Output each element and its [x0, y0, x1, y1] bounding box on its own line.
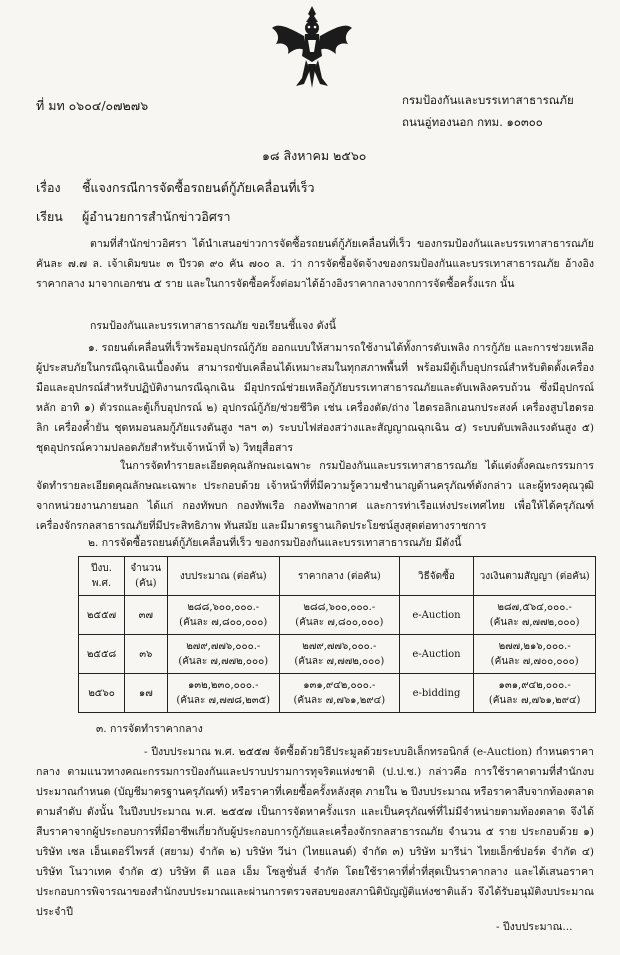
- cell-contract-value: [474, 635, 596, 674]
- median-per-unit: (คันละ ๗,๘๐๐,๐๐๐): [295, 617, 384, 628]
- table-row: [79, 635, 596, 674]
- header-median-price: ราคากลาง (ต่อคัน): [279, 557, 399, 596]
- cell-method: e-bidding: [399, 674, 474, 713]
- cell-quantity: ๓๖: [125, 635, 167, 674]
- organization-address: ถนนอู่ทองนอก กทม. ๑๐๓๐๐: [402, 115, 543, 129]
- cell-quantity: ๓๗: [125, 596, 167, 635]
- letter-date: ๑๘ สิงหาคม ๒๕๖๐: [262, 148, 367, 163]
- contract-per-unit: (คันละ ๗,๗๖๑,๒๙๔): [488, 695, 581, 706]
- garuda-emblem: [270, 4, 354, 90]
- body-paragraph-4: ในการจัดทำรายละเอียดคุณลักษณะเฉพาะ กรมป้องกันและบรรเทาสาธารณภัย ได้แต่งตั้งคณะกรรมการจัดทำรายละเอียดคุณลักษณะเฉพาะ ประกอบด้วย เจ้าหน้าที่ที่มีความรู้ความชำนาญด้านครุภัณฑ์ดังกล่าว และผู้ทรงคุณวุฒิจากหน่วยงานภายนอก ได้แก่ กองทัพบก กองทัพเรือ กองทัพอากาศ และการท่าเรือแห่งประเทศไทย เพื่อให้ได้ครุภัณฑ์เครื่องจักรกลสาธารณภัยที่มีประสิทธิภาพ ทันสมัย และมีมาตรฐานเกิดประโยชน์สูงสุดต่อทางราชการ: [36, 460, 594, 532]
- cell-median-price: [279, 596, 399, 635]
- median-total: ๒๗๙,๗๗๖,๐๐๐.-: [302, 641, 377, 652]
- cell-year: ๒๕๕๘: [79, 635, 125, 674]
- cell-method: e-Auction: [399, 596, 474, 635]
- header-budget: งบประมาณ (ต่อคัน): [167, 557, 279, 596]
- body-paragraph-2: กรมป้องกันและบรรเทาสาธารณภัย ขอเรียนชี้แจง ดังนี้: [90, 320, 336, 332]
- procurement-table: [78, 556, 596, 713]
- section-3-heading: ๓. การจัดทำราคากลาง: [96, 723, 203, 735]
- median-per-unit: (คันละ ๗,๗๗๒,๐๐๐): [294, 656, 385, 667]
- header-quantity: จำนวน (คัน): [125, 557, 167, 596]
- cell-median-price: [279, 674, 399, 713]
- budget-total: ๑๓๒,๒๓๐,๐๐๐.-: [187, 680, 259, 691]
- budget-per-unit: (คันละ ๗,๗๗๘,๒๓๕): [176, 695, 271, 706]
- contract-per-unit: (คันละ ๗,๗๐๐,๐๐๐): [490, 656, 579, 667]
- budget-total: ๒๗๙,๗๗๖,๐๐๐.-: [186, 641, 261, 652]
- table-row: [79, 596, 596, 635]
- budget-per-unit: (คันละ ๗,๘๐๐,๐๐๐): [179, 617, 268, 628]
- contract-total: ๑๓๑,๙๔๒,๐๐๐.-: [498, 680, 571, 691]
- recipient-text: ผู้อำนวยการสำนักข่าวอิศรา: [81, 209, 231, 224]
- budget-total: ๒๘๘,๖๐๐,๐๐๐.-: [187, 602, 260, 613]
- cell-year: ๒๕๖๐: [79, 674, 125, 713]
- cell-contract-value: [474, 674, 596, 713]
- body-paragraph-1: ตามที่สำนักข่าวอิศรา ได้นำเสนอข่าวการจัดซื้อรถยนต์กู้ภัยเคลื่อนที่เร็ว ของกรมป้องกันและบรรเทาสาธารณภัย คันละ ๗.๗ ล. เจ้าเดิมขนะ ๓ ปีรวด ๙๐ คัน ๗๐๐ ล. ว่า การจัดซื้อจัดจ้างของกรมป้องกันและบรรเทาสาธารณภัย อ้างอิงราคากลาง มาจากเอกชน ๕ ราย และในการจัดซื้อครั้งต่อมาได้อ้างอิงราคากลางจากการจัดซื้อครั้งแรก นั้น: [36, 238, 594, 290]
- median-per-unit: (คันละ ๗,๗๖๑,๒๙๔): [293, 695, 386, 706]
- cell-contract-value: [474, 596, 596, 635]
- subject-text: ชี้แจงกรณีการจัดซื้อรถยนต์กู้ภัยเคลื่อนที่เร็ว: [81, 180, 315, 195]
- header-method: วิธีจัดซื้อ: [399, 557, 474, 596]
- document-number: ที่ มท ๐๖๐๔/๐๗๒๗๖: [36, 98, 149, 113]
- table-caption: ๒. การจัดซื้อรถยนต์กู้ภัยเคลื่อนที่เร็ว ของกรมป้องกันและบรรเทาสาธารณภัย มีดังนี้: [88, 537, 462, 549]
- contract-total: ๒๘๗,๕๖๔,๐๐๐.-: [497, 602, 572, 613]
- table-header-row: [79, 557, 596, 596]
- section-3-paragraph: - ปีงบประมาณ พ.ศ. ๒๕๕๗ จัดซื้อด้วยวิธีประมูลด้วยระบบอิเล็กทรอนิกส์ (e-Auction) กำหนดราคากลาง ตามแนวทางคณะกรรมการป้องกันและปราบปรามการทุจริตแห่งชาติ (ป.ป.ช.) กล่าวคือ การใช้ราคาตามที่สำนักงบประมาณกำหนด (บัญชีมาตรฐานครุภัณฑ์) หรือราคาที่เคยซื้อครั้งหลังสุด ภายใน ๒ ปีงบประมาณ หรือราคาสืบจากท้องตลาดตามลำดับ ดังนั้น ในปีงบประมาณ พ.ศ. ๒๕๕๗ เป็นการจัดหาครั้งแรก และเป็นครุภัณฑ์ที่ไม่มีจำหน่ายตามท้องตลาด จึงได้สืบราคาจากผู้ประกอบการที่มีอาชีพเกี่ยวกับผู้ประกอบการกู้ภัยและเครื่องจักรกลสาธารณภัย จำนวน ๕ ราย ประกอบด้วย ๑) บริษัท เซล เอ็นเตอร์ไพรส์ (สยาม) จำกัด ๒) บริษัท วีน่า (ไทยแลนด์) จำกัด ๓) บริษัท มารีน่า ไทยเอ็กซ์ปอร์ต จำกัด ๔) บริษัท โนวาเทค จำกัด ๕) บริษัท ดี แอล เอ็ม โซลูชั่นส์ จำกัด โดยใช้ราคาที่ต่ำที่สุดเป็นราคากลาง และได้เสนอราคาประกอบการพิจารณาของสำนักงบประมาณและผ่านการตรวจสอบของสภานิติบัญญัติแห่งชาติแล้ว จึงได้รับอนุมัติงบประมาณประจำปี: [36, 746, 594, 918]
- cell-budget: [167, 674, 279, 713]
- table-row: [79, 674, 596, 713]
- median-total: ๒๘๘,๖๐๐,๐๐๐.-: [303, 602, 376, 613]
- subject-line: [36, 178, 315, 198]
- body-paragraph-3: ๑. รถยนต์เคลื่อนที่เร็วพร้อมอุปกรณ์กู้ภัย ออกแบบให้สามารถใช้งานได้ทั้งการดับเพลิง การกู้ภัย และการช่วยเหลือผู้ประสบภัยในกรณีฉุกเฉินเบื้องต้น สามารถขับเคลื่อนได้เหมาะสมในทุกสภาพพื้นที่ พร้อมมีตู้เก็บอุปกรณ์สำหรับติดตั้งเครื่องมือและอุปกรณ์สำหรับปฏิบัติงานกรณีฉุกเฉิน มีอุปกรณ์ช่วยเหลือกู้ภัยบรรเทาสาธารณภัยและดับเพลิงครบถ้วน ซึ่งมีอุปกรณ์หลัก อาทิ ๑) ตัวรถและตู้เก็บอุปกรณ์ ๒) อุปกรณ์กู้ภัย/ช่วยชีวิต เช่น เครื่องตัด/ถ่าง ไฮดรอลิกเอนกประสงค์ เครื่องสูบไฮดรอลิก เครื่องค้ำยัน ชุดหมอนลมกู้ภัยแรงดันสูง ฯลฯ ๓) ระบบไฟส่องสว่างและสัญญาณฉุกเฉิน ๔) ระบบดับเพลิงแรงดันสูง ๕) ชุดอุปกรณ์ความปลอดภัยสำหรับเจ้าหน้าที่ ๖) วิทยุสื่อสาร: [36, 342, 594, 454]
- recipient-line: [36, 207, 231, 227]
- subject-label: เรื่อง: [36, 180, 61, 195]
- page-continuation: - ปีงบประมาณ...: [496, 921, 573, 933]
- recipient-label: เรียน: [36, 209, 63, 224]
- median-total: ๑๓๑,๙๔๒,๐๐๐.-: [303, 680, 376, 691]
- organization-block: [402, 89, 574, 133]
- cell-year: ๒๕๕๗: [79, 596, 125, 635]
- contract-total: ๒๗๗,๒๑๖,๐๐๐.-: [498, 641, 571, 652]
- header-year: ปีงบ. พ.ศ.: [79, 557, 125, 596]
- cell-method: e-Auction: [399, 635, 474, 674]
- organization-name: กรมป้องกันและบรรเทาสาธารณภัย: [402, 93, 574, 107]
- cell-budget: [167, 635, 279, 674]
- cell-budget: [167, 596, 279, 635]
- cell-quantity: ๑๗: [125, 674, 167, 713]
- contract-per-unit: (คันละ ๗,๗๗๒,๐๐๐): [489, 617, 580, 628]
- header-contract-value: วงเงินตามสัญญา (ต่อคัน): [474, 557, 596, 596]
- budget-per-unit: (คันละ ๗,๗๗๒,๐๐๐): [178, 656, 269, 667]
- cell-median-price: [279, 635, 399, 674]
